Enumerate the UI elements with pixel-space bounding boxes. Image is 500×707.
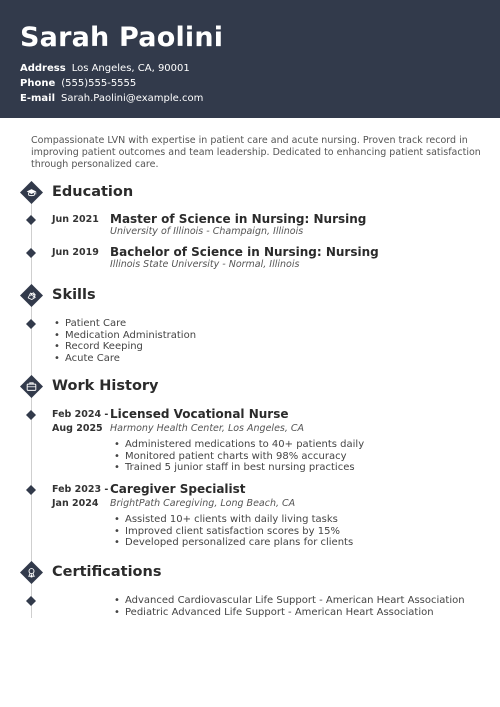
timeline-marker: [26, 319, 36, 329]
certifications-list: [114, 595, 465, 618]
skill-item: • Acute Care: [54, 353, 196, 365]
contact-email: [20, 93, 203, 104]
hand-icon: [20, 284, 43, 307]
award-ribbon-icon: [20, 561, 43, 584]
job-duty: • Developed personalized care plans for clients: [114, 537, 353, 549]
job-dates: [52, 408, 107, 436]
skill-item: • Medication Administration: [54, 330, 196, 342]
professional-summary: Compassionate LVN with expertise in patient care and acute nursing. Proven track record in improving patient outcomes and team leadership. Dedicated to enhancing patient satisfaction through personalized care.: [31, 135, 481, 170]
job-company: Harmony Health Center, Los Angeles, CA: [110, 423, 305, 434]
briefcase-icon: [20, 375, 43, 398]
skill-item: • Record Keeping: [54, 341, 196, 353]
job-company: BrightPath Caregiving, Long Beach, CA: [110, 498, 296, 509]
education-date: Jun 2019: [52, 247, 99, 258]
timeline-marker: [26, 485, 36, 495]
education-date: Jun 2021: [52, 214, 99, 225]
contact-value: Los Angeles, CA, 90001: [71, 63, 190, 74]
job-end-date: Aug 2025: [52, 423, 103, 434]
skills-list: [54, 318, 196, 364]
timeline-marker: [26, 596, 36, 606]
graduation-cap-icon: [20, 181, 43, 204]
job-start-date: Feb 2023 -: [52, 484, 109, 495]
contact-label: Phone: [20, 78, 56, 89]
job-duty: • Monitored patient charts with 98% accuracy: [114, 451, 364, 463]
timeline-marker: [26, 248, 36, 258]
section-title-skills: Skills: [52, 287, 96, 303]
education-degree: Bachelor of Science in Nursing: Nursing: [110, 245, 379, 259]
resume-header: [0, 0, 500, 118]
job-end-date: Jan 2024: [52, 498, 99, 509]
job-start-date: Feb 2024 -: [52, 409, 109, 420]
certification-item: • Pediatric Advanced Life Support - American Heart Association: [114, 607, 465, 619]
contact-phone: [20, 78, 136, 89]
job-duty: • Trained 5 junior staff in best nursing practices: [114, 462, 364, 474]
contact-value: (555)555-5555: [61, 78, 137, 89]
contact-label: Address: [20, 63, 66, 74]
education-degree: Master of Science in Nursing: Nursing: [110, 212, 367, 226]
section-title-work-history: Work History: [52, 378, 159, 394]
job-dates: [52, 483, 107, 511]
candidate-name: Sarah Paolini: [20, 22, 224, 53]
contact-address: [20, 63, 190, 74]
education-school: University of Illinois - Champaign, Illinois: [110, 226, 304, 237]
job-title: Licensed Vocational Nurse: [110, 407, 289, 421]
contact-label: E-mail: [20, 93, 56, 104]
section-title-education: Education: [52, 184, 134, 200]
education-school: Illinois State University - Normal, Illinois: [110, 259, 300, 270]
skill-item: • Patient Care: [54, 318, 196, 330]
job-duty: • Assisted 10+ clients with daily living tasks: [114, 514, 353, 526]
job-duty: • Improved client satisfaction scores by 15%: [114, 526, 353, 538]
timeline-marker: [26, 410, 36, 420]
timeline-marker: [26, 215, 36, 225]
job-title: Caregiver Specialist: [110, 482, 246, 496]
section-title-certifications: Certifications: [52, 564, 162, 580]
contact-value: Sarah.Paolini@example.com: [61, 93, 204, 104]
certification-item: • Advanced Cardiovascular Life Support - American Heart Association: [114, 595, 465, 607]
job-duty: • Administered medications to 40+ patients daily: [114, 439, 364, 451]
job-duties-list: [114, 514, 353, 549]
job-duties-list: [114, 439, 364, 474]
